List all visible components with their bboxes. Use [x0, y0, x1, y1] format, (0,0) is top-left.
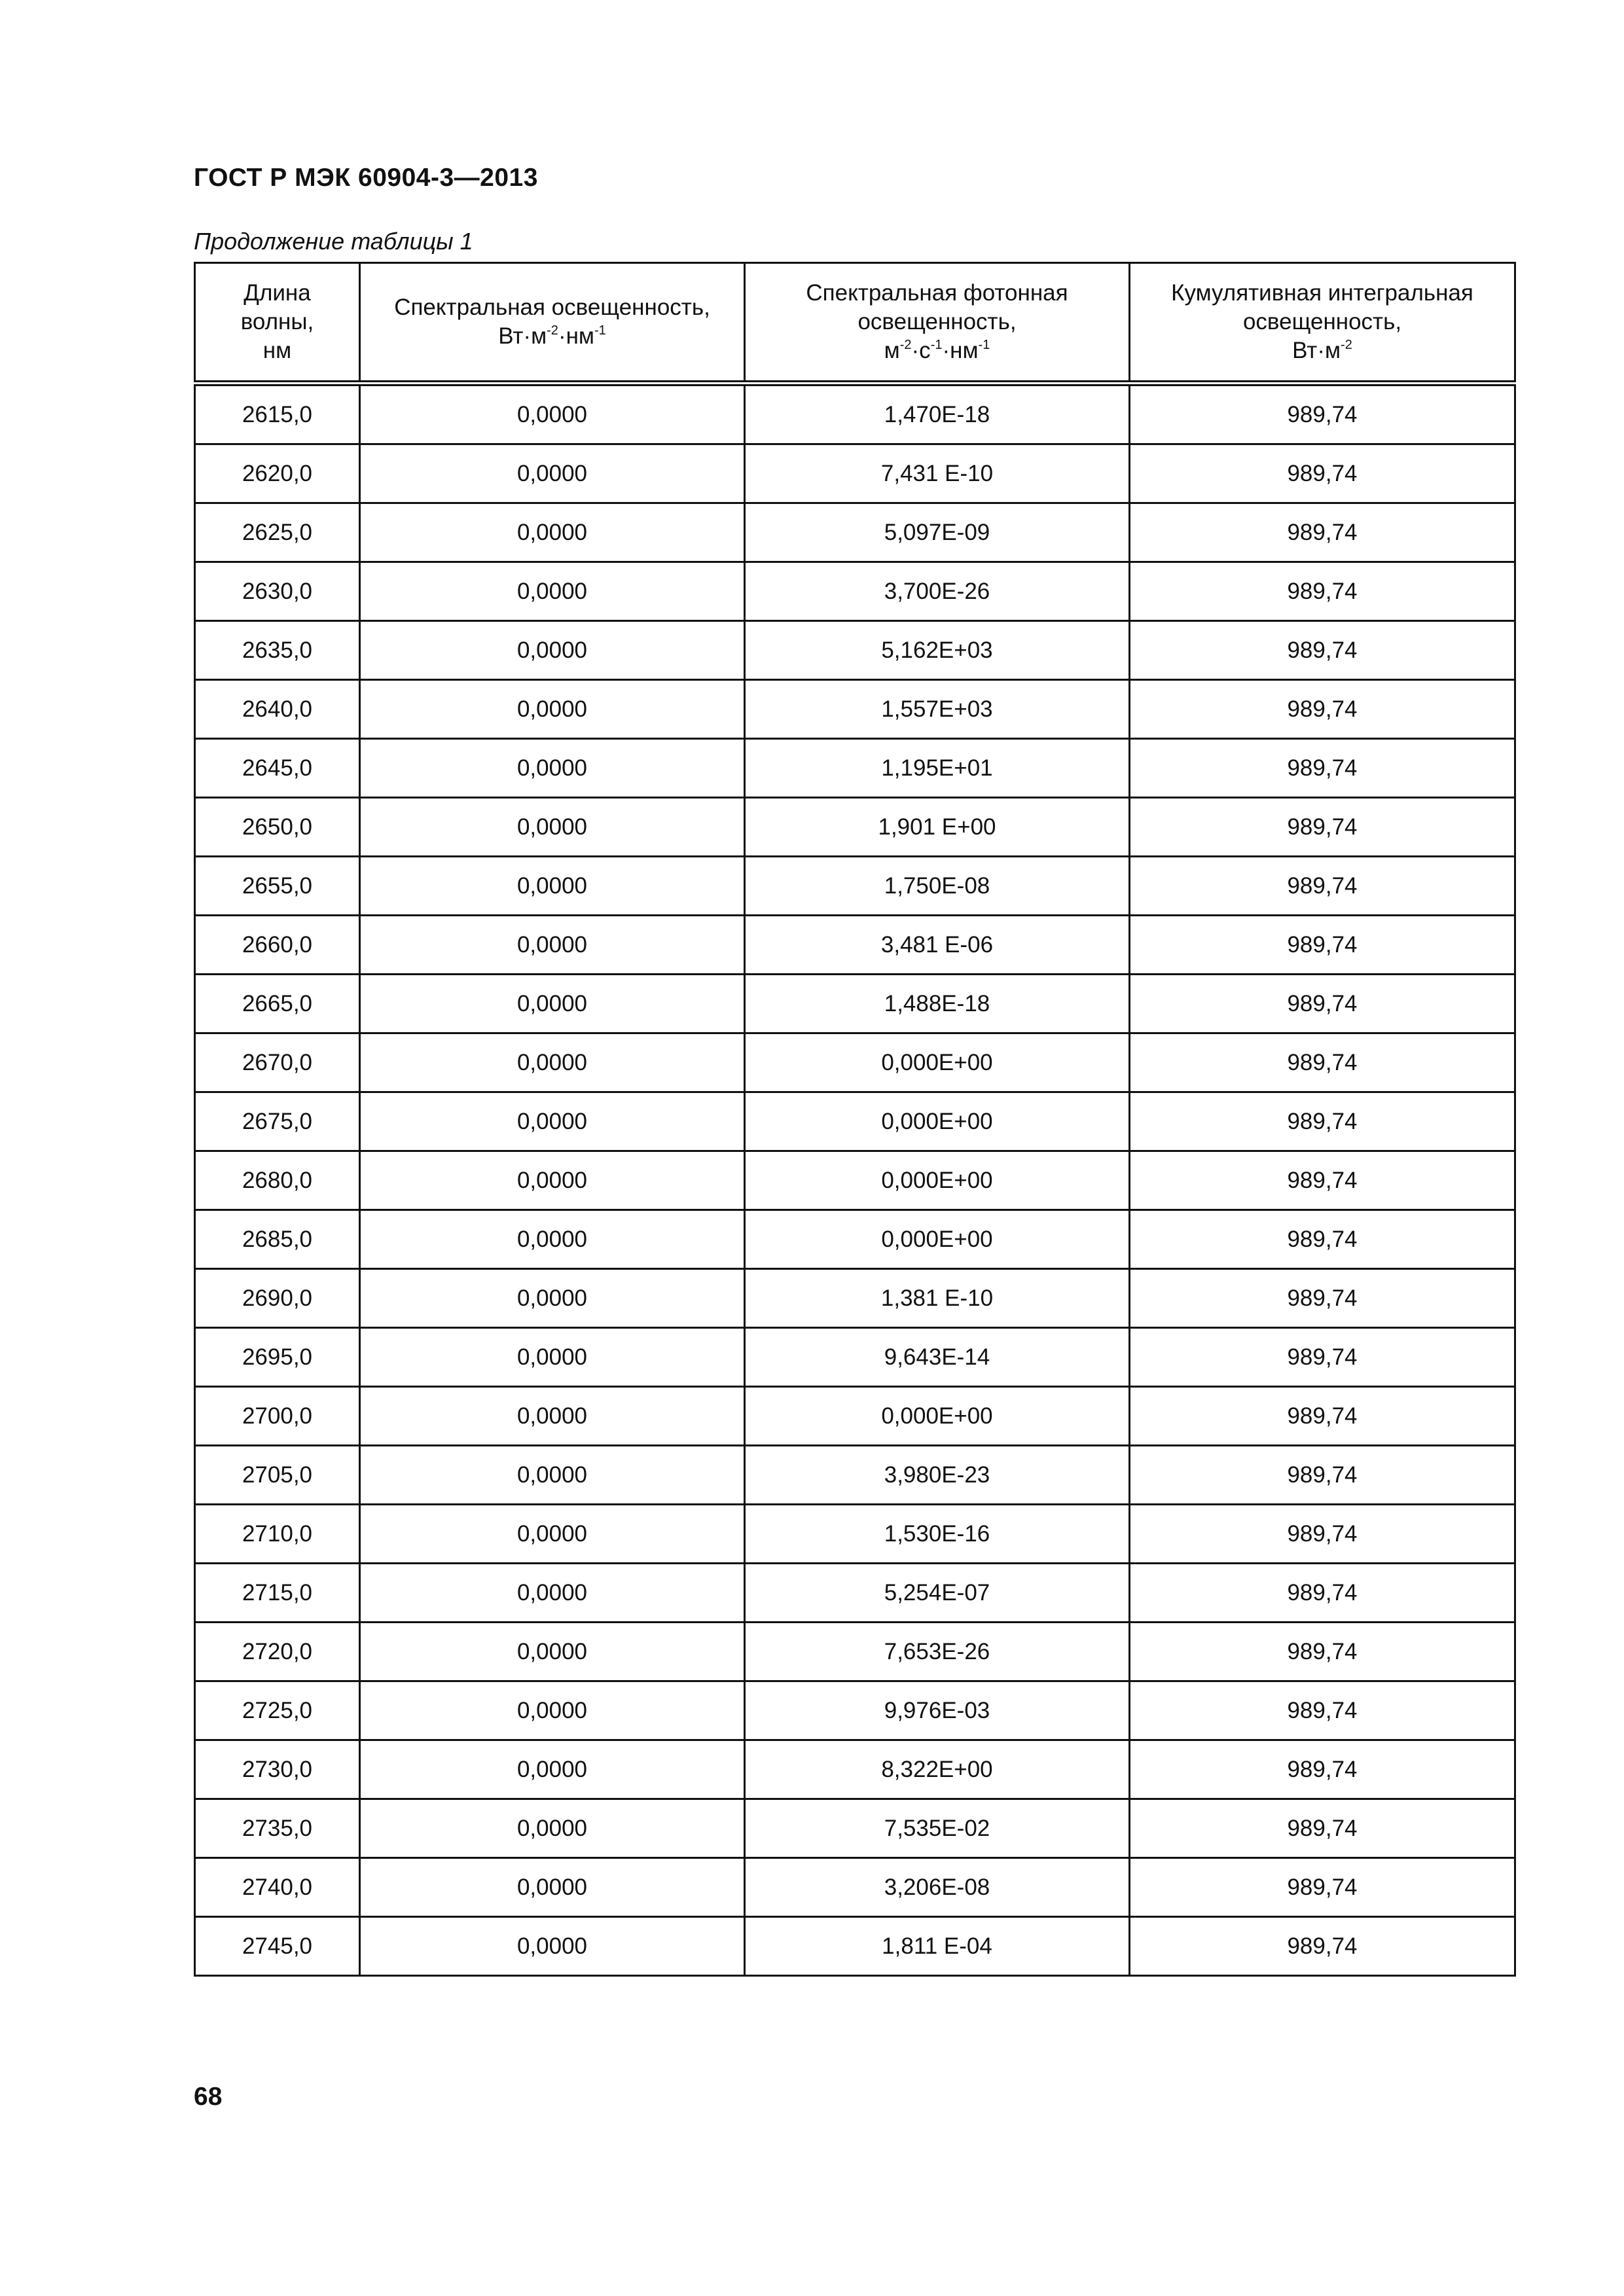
cell-spectral-irradiance: 0,0000 — [360, 1623, 745, 1681]
table-row — [195, 1681, 1515, 1740]
cell-wavelength: 2675,0 — [195, 1092, 360, 1151]
cell-cumulative-irradiance: 989,74 — [1130, 1151, 1515, 1210]
header-line: Спектральная освещенность, — [394, 295, 710, 320]
table-body — [195, 384, 1515, 1976]
table-row — [195, 1740, 1515, 1799]
cell-wavelength: 2655,0 — [195, 857, 360, 916]
table-row — [195, 1564, 1515, 1623]
cell-spectral-irradiance: 0,0000 — [360, 975, 745, 1033]
cell-photon-irradiance: 0,000E+00 — [745, 1387, 1130, 1446]
cell-spectral-irradiance: 0,0000 — [360, 857, 745, 916]
cell-photon-irradiance: 1,557E+03 — [745, 680, 1130, 739]
cell-cumulative-irradiance: 989,74 — [1130, 1505, 1515, 1564]
cell-spectral-irradiance: 0,0000 — [360, 1681, 745, 1740]
cell-wavelength: 2650,0 — [195, 798, 360, 857]
cell-photon-irradiance: 7,535E-02 — [745, 1799, 1130, 1858]
cell-cumulative-irradiance: 989,74 — [1130, 1328, 1515, 1387]
cell-wavelength: 2620,0 — [195, 444, 360, 503]
header-spectral-photon-irradiance — [745, 263, 1130, 384]
cell-photon-irradiance: 3,980E-23 — [745, 1446, 1130, 1505]
document-title: ГОСТ Р МЭК 60904-3—2013 — [194, 164, 538, 192]
cell-photon-irradiance: 3,481 E-06 — [745, 916, 1130, 975]
table-header — [195, 263, 1515, 384]
cell-spectral-irradiance: 0,0000 — [360, 1387, 745, 1446]
cell-spectral-irradiance: 0,0000 — [360, 680, 745, 739]
cell-wavelength: 2625,0 — [195, 503, 360, 562]
cell-photon-irradiance: 9,976E-03 — [745, 1681, 1130, 1740]
header-line: Кумулятивная интегральная — [1171, 280, 1473, 306]
table-row — [195, 503, 1515, 562]
table-row — [195, 680, 1515, 739]
cell-cumulative-irradiance: 989,74 — [1130, 1799, 1515, 1858]
cell-wavelength: 2660,0 — [195, 916, 360, 975]
cell-photon-irradiance: 0,000E+00 — [745, 1092, 1130, 1151]
cell-spectral-irradiance: 0,0000 — [360, 1858, 745, 1917]
cell-cumulative-irradiance: 989,74 — [1130, 680, 1515, 739]
cell-cumulative-irradiance: 989,74 — [1130, 384, 1515, 444]
cell-cumulative-irradiance: 989,74 — [1130, 444, 1515, 503]
cell-wavelength: 2735,0 — [195, 1799, 360, 1858]
cell-cumulative-irradiance: 989,74 — [1130, 1858, 1515, 1917]
cell-cumulative-irradiance: 989,74 — [1130, 562, 1515, 621]
header-unit: $м^{-2}\cdot с^{-1}\cdot нм^{-1}$ — [884, 338, 990, 363]
cell-wavelength: 2745,0 — [195, 1917, 360, 1976]
table-row — [195, 1033, 1515, 1092]
cell-cumulative-irradiance: 989,74 — [1130, 1681, 1515, 1740]
cell-wavelength: 2725,0 — [195, 1681, 360, 1740]
table-row — [195, 1269, 1515, 1328]
cell-cumulative-irradiance: 989,74 — [1130, 1033, 1515, 1092]
cell-wavelength: 2640,0 — [195, 680, 360, 739]
cell-wavelength: 2630,0 — [195, 562, 360, 621]
cell-spectral-irradiance: 0,0000 — [360, 1269, 745, 1328]
table-row — [195, 739, 1515, 798]
cell-cumulative-irradiance: 989,74 — [1130, 857, 1515, 916]
spectral-data-table — [194, 262, 1516, 1977]
table-row — [195, 1799, 1515, 1858]
cell-spectral-irradiance: 0,0000 — [360, 1917, 745, 1976]
cell-spectral-irradiance: 0,0000 — [360, 621, 745, 680]
cell-photon-irradiance: 7,431 E-10 — [745, 444, 1130, 503]
cell-wavelength: 2740,0 — [195, 1858, 360, 1917]
table-row — [195, 1151, 1515, 1210]
cell-photon-irradiance: 3,206E-08 — [745, 1858, 1130, 1917]
table-row — [195, 1387, 1515, 1446]
cell-photon-irradiance: 1,470E-18 — [745, 384, 1130, 444]
cell-spectral-irradiance: 0,0000 — [360, 562, 745, 621]
cell-spectral-irradiance: 0,0000 — [360, 1505, 745, 1564]
cell-wavelength: 2730,0 — [195, 1740, 360, 1799]
table-row — [195, 621, 1515, 680]
cell-spectral-irradiance: 0,0000 — [360, 444, 745, 503]
cell-wavelength: 2615,0 — [195, 384, 360, 444]
table-row — [195, 1917, 1515, 1976]
table-row — [195, 975, 1515, 1033]
cell-cumulative-irradiance: 989,74 — [1130, 1564, 1515, 1623]
cell-photon-irradiance: 5,162E+03 — [745, 621, 1130, 680]
header-line: Длина — [244, 280, 311, 306]
cell-photon-irradiance: 9,643E-14 — [745, 1328, 1130, 1387]
page-number: 68 — [194, 2083, 223, 2111]
header-unit: $Вт\cdot м^{-2}$ — [1292, 338, 1352, 363]
cell-cumulative-irradiance: 989,74 — [1130, 503, 1515, 562]
table-row — [195, 798, 1515, 857]
cell-photon-irradiance: 5,254E-07 — [745, 1564, 1130, 1623]
cell-wavelength: 2665,0 — [195, 975, 360, 1033]
cell-photon-irradiance: 0,000E+00 — [745, 1210, 1130, 1269]
cell-cumulative-irradiance: 989,74 — [1130, 1092, 1515, 1151]
header-row — [195, 263, 1515, 384]
cell-spectral-irradiance: 0,0000 — [360, 1151, 745, 1210]
cell-photon-irradiance: 7,653E-26 — [745, 1623, 1130, 1681]
cell-wavelength: 2690,0 — [195, 1269, 360, 1328]
cell-wavelength: 2700,0 — [195, 1387, 360, 1446]
cell-spectral-irradiance: 0,0000 — [360, 798, 745, 857]
header-line: освещенность, — [1242, 309, 1402, 334]
table-row — [195, 1210, 1515, 1269]
cell-cumulative-irradiance: 989,74 — [1130, 916, 1515, 975]
cell-spectral-irradiance: 0,0000 — [360, 1799, 745, 1858]
cell-wavelength: 2720,0 — [195, 1623, 360, 1681]
header-wavelength — [195, 263, 360, 384]
cell-photon-irradiance: 8,322E+00 — [745, 1740, 1130, 1799]
header-line: Спектральная фотонная — [806, 280, 1068, 306]
table-row — [195, 1446, 1515, 1505]
cell-cumulative-irradiance: 989,74 — [1130, 1387, 1515, 1446]
cell-spectral-irradiance: 0,0000 — [360, 1210, 745, 1269]
cell-wavelength: 2705,0 — [195, 1446, 360, 1505]
table-row — [195, 1092, 1515, 1151]
cell-photon-irradiance: 1,530E-16 — [745, 1505, 1130, 1564]
cell-wavelength: 2670,0 — [195, 1033, 360, 1092]
cell-cumulative-irradiance: 989,74 — [1130, 1623, 1515, 1681]
header-cumulative-irradiance — [1130, 263, 1515, 384]
cell-wavelength: 2645,0 — [195, 739, 360, 798]
cell-cumulative-irradiance: 989,74 — [1130, 1740, 1515, 1799]
cell-spectral-irradiance: 0,0000 — [360, 1092, 745, 1151]
header-unit: $Вт\cdot м^{-2}\cdot нм^{-1}$ — [498, 323, 606, 349]
cell-photon-irradiance: 1,381 E-10 — [745, 1269, 1130, 1328]
cell-wavelength: 2715,0 — [195, 1564, 360, 1623]
cell-spectral-irradiance: 0,0000 — [360, 1446, 745, 1505]
cell-wavelength: 2635,0 — [195, 621, 360, 680]
cell-cumulative-irradiance: 989,74 — [1130, 739, 1515, 798]
cell-cumulative-irradiance: 989,74 — [1130, 975, 1515, 1033]
cell-spectral-irradiance: 0,0000 — [360, 1033, 745, 1092]
table-row — [195, 562, 1515, 621]
cell-photon-irradiance: 1,811 E-04 — [745, 1917, 1130, 1976]
cell-wavelength: 2710,0 — [195, 1505, 360, 1564]
header-line: нм — [262, 338, 292, 363]
cell-cumulative-irradiance: 989,74 — [1130, 798, 1515, 857]
cell-spectral-irradiance: 0,0000 — [360, 384, 745, 444]
table-row — [195, 857, 1515, 916]
cell-cumulative-irradiance: 989,74 — [1130, 1210, 1515, 1269]
cell-photon-irradiance: 1,901 E+00 — [745, 798, 1130, 857]
cell-spectral-irradiance: 0,0000 — [360, 1564, 745, 1623]
table-row — [195, 916, 1515, 975]
header-line: освещенность, — [857, 309, 1017, 334]
cell-photon-irradiance: 0,000E+00 — [745, 1151, 1130, 1210]
header-spectral-irradiance — [360, 263, 745, 384]
table-row — [195, 1328, 1515, 1387]
cell-photon-irradiance: 3,700E-26 — [745, 562, 1130, 621]
cell-wavelength: 2680,0 — [195, 1151, 360, 1210]
cell-cumulative-irradiance: 989,74 — [1130, 1269, 1515, 1328]
cell-cumulative-irradiance: 989,74 — [1130, 621, 1515, 680]
cell-spectral-irradiance: 0,0000 — [360, 1740, 745, 1799]
cell-spectral-irradiance: 0,0000 — [360, 1328, 745, 1387]
table-row — [195, 384, 1515, 444]
table-row — [195, 444, 1515, 503]
table-row — [195, 1858, 1515, 1917]
cell-spectral-irradiance: 0,0000 — [360, 503, 745, 562]
cell-photon-irradiance: 1,195E+01 — [745, 739, 1130, 798]
cell-cumulative-irradiance: 989,74 — [1130, 1917, 1515, 1976]
table-row — [195, 1505, 1515, 1564]
header-line: волны, — [240, 309, 314, 334]
cell-cumulative-irradiance: 989,74 — [1130, 1446, 1515, 1505]
cell-wavelength: 2685,0 — [195, 1210, 360, 1269]
cell-spectral-irradiance: 0,0000 — [360, 916, 745, 975]
table-caption: Продолжение таблицы 1 — [194, 228, 473, 255]
cell-photon-irradiance: 1,488E-18 — [745, 975, 1130, 1033]
table-row — [195, 1623, 1515, 1681]
cell-photon-irradiance: 5,097E-09 — [745, 503, 1130, 562]
cell-spectral-irradiance: 0,0000 — [360, 739, 745, 798]
cell-photon-irradiance: 0,000E+00 — [745, 1033, 1130, 1092]
cell-photon-irradiance: 1,750E-08 — [745, 857, 1130, 916]
cell-wavelength: 2695,0 — [195, 1328, 360, 1387]
